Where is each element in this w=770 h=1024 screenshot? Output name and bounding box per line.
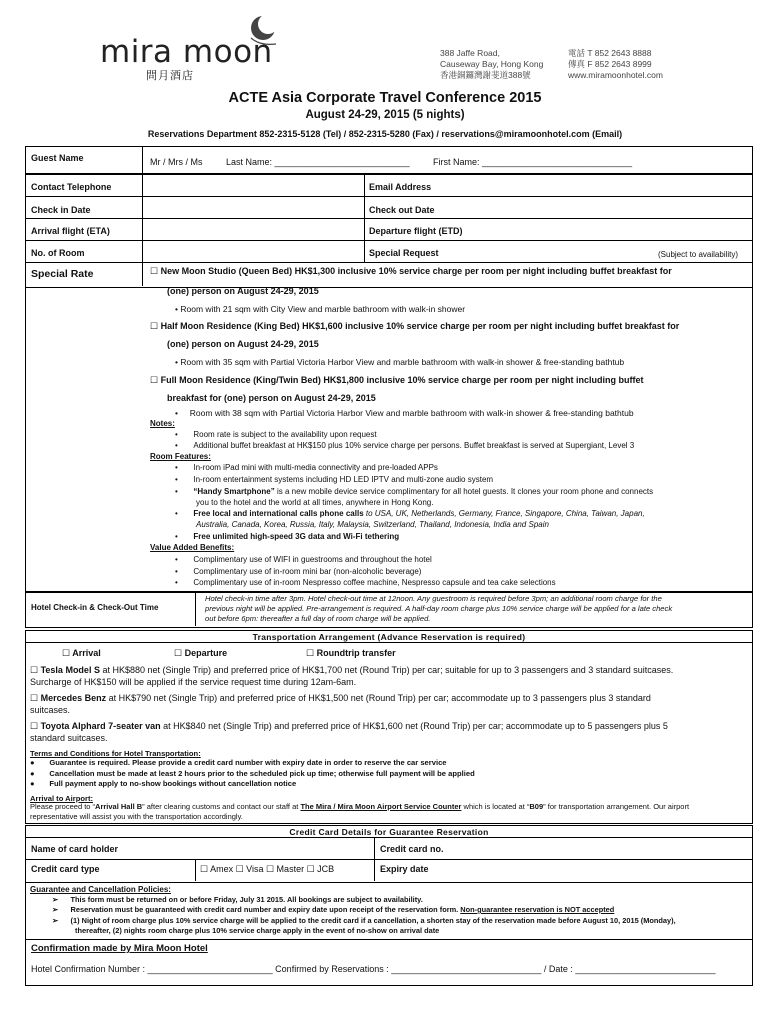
- check-in-label[interactable]: Check in Date: [31, 205, 91, 215]
- terms-heading: Terms and Conditions for Hotel Transportation:: [30, 749, 201, 758]
- page-title: ACTE Asia Corporate Travel Conference 2015: [228, 90, 542, 106]
- value-added-heading: Value Added Benefits:: [150, 543, 235, 552]
- rate-half-moon-desc: • Room with 35 sqm with Partial Victoria Harbor View and marble bathroom with walk-in shower & free-standing bathtub: [175, 357, 625, 367]
- reservations-contact: Reservations Department 852-2315-5128 (Tel) / 852-2315-5280 (Fax) / reservations@miramoonhotel.com (Email): [147, 129, 623, 139]
- terms-item: ● Cancellation must be made at least 2 hours prior to the scheduled pick up time; otherwise full payment will be applied: [30, 769, 475, 778]
- airport-heading: Arrival to Airport:: [30, 794, 94, 803]
- car-option-tesla[interactable]: ☐ Tesla Model S at HK$880 net (Single Trip) and preferred price of HK$1,700 net (Round Trip) per car; suitable for up to 3 passengers and 3 standard suitcases. Surcharge of HK$150 will be applied if the service request time during 12am-6am.: [30, 665, 674, 687]
- value-added-item: • Complimentary use of in-room Nespresso coffee machine, Nespresso capsule and tea cake selections: [175, 578, 556, 587]
- note-item: • Room rate is subject to the availability upon request: [175, 430, 377, 439]
- arrival-checkbox[interactable]: ☐ Arrival: [62, 648, 101, 658]
- policy-item: ➢ Reservation must be guaranteed with credit card number and expiry date upon receipt of the reservation form. Non-guarantee reservation is NOT accepted: [52, 905, 615, 914]
- feature-item: • In-room iPad mini with multi-media connectivity and pre-loaded APPs: [175, 463, 438, 472]
- last-name-field[interactable]: Last Name: ___________________________: [226, 157, 410, 167]
- departure-flight-label[interactable]: Departure flight (ETD): [369, 226, 463, 236]
- feature-item: • In-room entertainment systems including HD LED IPTV and multi-zone audio system: [175, 475, 494, 484]
- hotel-contact: 電話 T 852 2643 8888 傳真 F 852 2643 8999 www.miramoonhotel.com: [568, 48, 663, 80]
- value-added-item: • Complimentary use of WIFI in guestrooms and throughout the hotel: [175, 555, 432, 564]
- terms-item: ● Full payment apply to no-show bookings without cancellation notice: [30, 779, 297, 788]
- feature-item: • Free local and international calls phone calls to USA, UK, Netherlands, Germany, France, Singapore, China, Taiwan, Japan,: [175, 509, 645, 518]
- rate-full-moon-dates: breakfast for (one) person on August 24-29, 2015: [167, 393, 376, 403]
- card-holder-label[interactable]: Name of card holder: [31, 844, 119, 854]
- contact-telephone-label[interactable]: Contact Telephone: [31, 182, 112, 192]
- policies-heading: Guarantee and Cancellation Policies:: [30, 885, 171, 894]
- card-type-label: Credit card type: [31, 864, 100, 874]
- policy-item: ➢ (1) Night of room charge plus 10% service charge will be applied to the credit card if a cancellation, a shorten stay of the reservation made before August 10, 2015 (Monday),: [52, 916, 676, 925]
- departure-checkbox[interactable]: ☐ Departure: [174, 648, 228, 658]
- page-subtitle: August 24-29, 2015 (5 nights): [305, 109, 465, 121]
- card-type-options[interactable]: ☐ Amex ☐ Visa ☐ Master ☐ JCB: [200, 864, 335, 874]
- availability-note: (Subject to availability): [658, 250, 739, 259]
- roundtrip-checkbox[interactable]: ☐ Roundtrip transfer: [306, 648, 396, 658]
- policy-item: ➢ This form must be returned on or before Friday, July 31 2015. All bookings are subject to availability.: [52, 895, 423, 904]
- airport-instructions: Please proceed to “Arrival Hall B” after clearing customs and contact our staff at The Mira / Mira Moon Airport Service Counter which is located at “B09” for transportation arrangement. Our airport representative will assist you with the transportation accordingly.: [30, 802, 690, 821]
- feature-item-cont: you to the hotel and the world at all times, anywhere in Hong Kong.: [196, 498, 434, 507]
- rate-new-moon-dates: (one) person on August 24-29, 2015: [167, 286, 319, 296]
- confirmation-heading: Confirmation made by Mira Moon Hotel: [31, 943, 208, 954]
- rate-half-moon[interactable]: ☐ Half Moon Residence (King Bed) HK$1,600 inclusive 10% service charge per room per night including buffet breakfast for: [150, 321, 680, 331]
- confirmation-fields[interactable]: Hotel Confirmation Number : _________________________ Confirmed by Reservations : ______________________________ / Date : ____________________________: [31, 964, 716, 974]
- policy-item-cont: thereafter, (2) nights room charge plus 10% service charge apply in the event of no-show on arrival date: [75, 926, 440, 935]
- notes-heading: Notes:: [150, 419, 175, 428]
- rate-half-moon-dates: (one) person on August 24-29, 2015: [167, 339, 319, 349]
- rate-new-moon-desc: • Room with 21 sqm with City View and marble bathroom with walk-in shower: [175, 304, 466, 314]
- card-number-label[interactable]: Credit card no.: [380, 844, 444, 854]
- checkin-label: Hotel Check-in & Check-Out Time: [31, 603, 159, 612]
- rooms-label[interactable]: No. of Room: [31, 248, 85, 258]
- car-option-mercedes[interactable]: ☐ Mercedes Benz at HK$790 net (Single Trip) and preferred price of HK$1,500 net (Round Trip) per car; accommodate up to 3 passengers plus 3 standard suitcases.: [30, 693, 651, 715]
- hotel-logo-text: mira moon: [100, 34, 273, 70]
- special-request-label[interactable]: Special Request: [369, 248, 439, 258]
- feature-item: • “Handy Smartphone” is a new mobile device service complimentary for all hotel guests. It clones your room phone and connects: [175, 487, 654, 496]
- check-out-label[interactable]: Check out Date: [369, 205, 435, 215]
- terms-item: ● Guarantee is required. Please provide a credit card number with expiry date in order to reserve the car service: [30, 758, 447, 767]
- first-name-field[interactable]: First Name: ______________________________: [433, 157, 633, 167]
- rate-full-moon[interactable]: ☐ Full Moon Residence (King/Twin Bed) HK$1,800 inclusive 10% service charge per room per night including buffet: [150, 375, 644, 385]
- note-item: • Additional buffet breakfast at HK$150 plus 10% service charge per persons. Buffet breakfast is served at Supergiant, Level 3: [175, 441, 635, 450]
- feature-item: • Free unlimited high-speed 3G data and Wi-Fi tethering: [175, 532, 400, 541]
- credit-card-heading: Credit Card Details for Guarantee Reservation: [289, 827, 489, 837]
- arrival-flight-label[interactable]: Arrival flight (ETA): [31, 226, 110, 236]
- value-added-item: • Complimentary use of in-room mini bar (non-alcoholic beverage): [175, 567, 422, 576]
- hotel-logo-chinese: 問月酒店: [146, 70, 194, 82]
- transport-heading: Transportation Arrangement (Advance Reservation is required): [252, 632, 526, 642]
- rate-new-moon[interactable]: ☐ New Moon Studio (Queen Bed) HK$1,300 inclusive 10% service charge per room per night including buffet breakfast for: [150, 266, 672, 276]
- features-heading: Room Features:: [150, 452, 211, 461]
- checkin-text: Hotel check-in time after 3pm. Hotel check-out time at 12noon. Any guestroom is required before 3pm; an additional room charge for the previous night will be applied. Pre-arrangement is required. A half-day room charge plus 10% service charge will be applied for a late check out before 6pm: thereafter a full day of room charge will be applied.: [205, 594, 673, 623]
- car-option-toyota[interactable]: ☐ Toyota Alphard 7-seater van at HK$840 net (Single Trip) and preferred price of HK$1,600 net (Round Trip) per car; accommodate up to 5 passengers plus 5 standard suitcases.: [30, 721, 668, 743]
- email-label[interactable]: Email Address: [369, 182, 432, 192]
- expiry-label[interactable]: Expiry date: [380, 864, 429, 874]
- hotel-address: 388 Jaffe Road, Causeway Bay, Hong Kong 香港銅鑼灣謝斐道388號: [440, 48, 544, 80]
- rate-full-moon-desc: • Room with 38 sqm with Partial Victoria Harbor View and marble bathroom with walk-in shower & free-standing bathtub: [175, 408, 634, 418]
- guest-name-label: Guest Name: [31, 153, 84, 163]
- feature-item-cont: Australia, Canada, Korea, Russia, Italy, Malaysia, Switzerland, Thailand, Indonesia, India and Spain: [196, 520, 549, 529]
- salutation-field[interactable]: Mr / Mrs / Ms: [150, 157, 203, 167]
- special-rate-label: Special Rate: [31, 268, 94, 280]
